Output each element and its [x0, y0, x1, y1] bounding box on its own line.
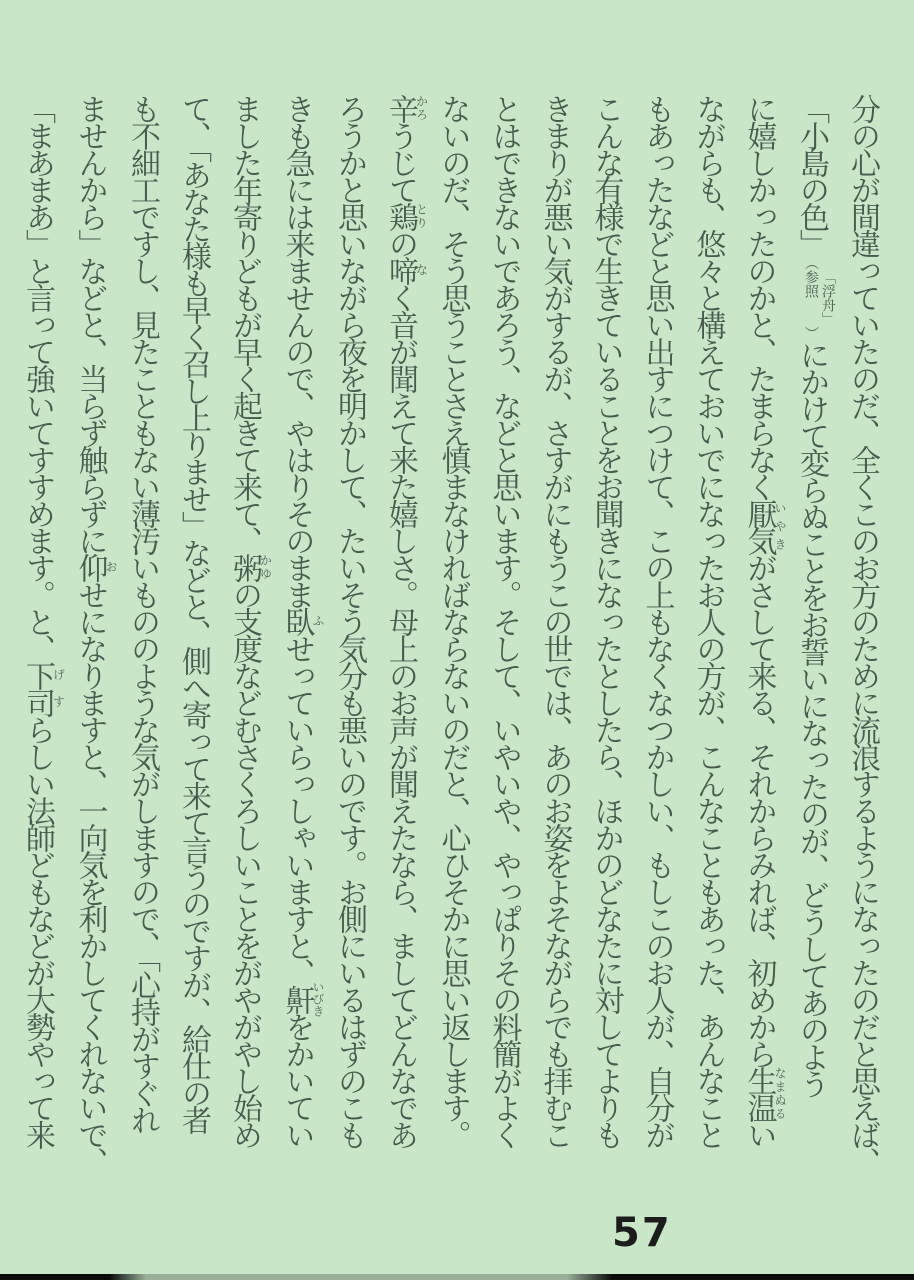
- text-line-14: て、「あなた様も早く召し上りませ」などと、側へ寄って来て言うのですが、給仕の者: [176, 94, 211, 1132]
- text-line-12: きも急には来ませんので、やはりそのまま臥ふせっていらっしゃいますと、鼾いびきをかいてい: [279, 94, 325, 1147]
- text-line-7: きまりが悪い気がするが、さすがにもうこの世では、あのお姿をよそながらでも拝むこ: [537, 94, 573, 1147]
- text-line-17: 「まあまあ」と言って強いてすすめます。と、下司げすらしい法師どもなどが大勢やって来: [20, 94, 66, 1147]
- text-line-1: 分の心が間違っていたのだ、全くこのお方のために流浪するようになったのだと思えば、: [845, 94, 880, 1174]
- ruby-annotated-word: 鶏とり: [383, 202, 429, 229]
- text-line-10: 辛かろうじて鶏とりの啼なく音が聞えて来た嬉しさ。母上のお声が聞えたなら、ましてどんなであ: [383, 94, 429, 1147]
- page-number: 57: [612, 1210, 672, 1256]
- ruby-annotated-word: 粥かゆ: [227, 553, 273, 580]
- inline-note: （ 「浮舟」 参照 ）: [803, 256, 836, 340]
- ruby-annotated-word: 下司げす: [20, 661, 66, 715]
- text-line-13: ました年寄りどもが早く起きて来て、粥かゆの支度などむさくろしいことをがやがやし始め: [227, 94, 273, 1147]
- ruby-annotated-word: 啼な: [383, 256, 429, 283]
- ruby-annotated-word: 鼾いびき: [279, 980, 325, 1017]
- ruby-annotated-word: 仰お: [72, 553, 118, 580]
- text-line-6: こんな有様で生きていることをお聞きになったとしたら、ほかのどなたに対してよりも: [588, 94, 624, 1147]
- ruby-annotated-word: 厭気いやき: [741, 499, 787, 553]
- text-line-4: ながらも、悠々と構えておいでになったお人の方が、こんなこともあった、あんなこと: [690, 94, 726, 1147]
- ruby-annotated-word: 生温なまぬる: [741, 1066, 787, 1120]
- text-line-9: ないのだ、そう思うことさえ慎まなければならないのだと、心ひそかに思い返します。: [435, 94, 471, 1147]
- ruby-annotated-word: 臥ふ: [279, 607, 325, 634]
- text-line-3: に嬉しかったのかと、たまらなく厭気いやきがさして来る、それからみれば、初めから生温なまぬるい: [741, 94, 787, 1147]
- text-line-8: とはできないであろう、などと思います。そして、いやいや、やっぱりその料簡がよく: [486, 94, 522, 1147]
- text-line-15: も不細工ですし、見たこともない薄汚いもののような気がしますので、「心持がすぐれ: [125, 94, 160, 1132]
- text-line-5: もあったなどと思い出すにつけて、この上もなくなつかしい、もしこのお人が、自分が: [639, 94, 675, 1147]
- text-block: [12, 94, 888, 1254]
- text-line-11: ろうかと思いながら夜を明かして、たいそう気分も悪いのです。お側にいるはずのこも: [332, 94, 367, 1147]
- text-line-16: ませんから」などと、当らず触らずに仰おせになりますと、一向気を利かしてくれないで、: [72, 94, 118, 1174]
- page-bottom-edge: [0, 1274, 914, 1280]
- ruby-annotated-word: 辛かろ: [383, 94, 429, 121]
- text-line-2: 「小島の色」（ 「浮舟」 参照 ）にかけて変らぬことをお誓いになったのが、どうしてあのよう: [794, 94, 836, 1096]
